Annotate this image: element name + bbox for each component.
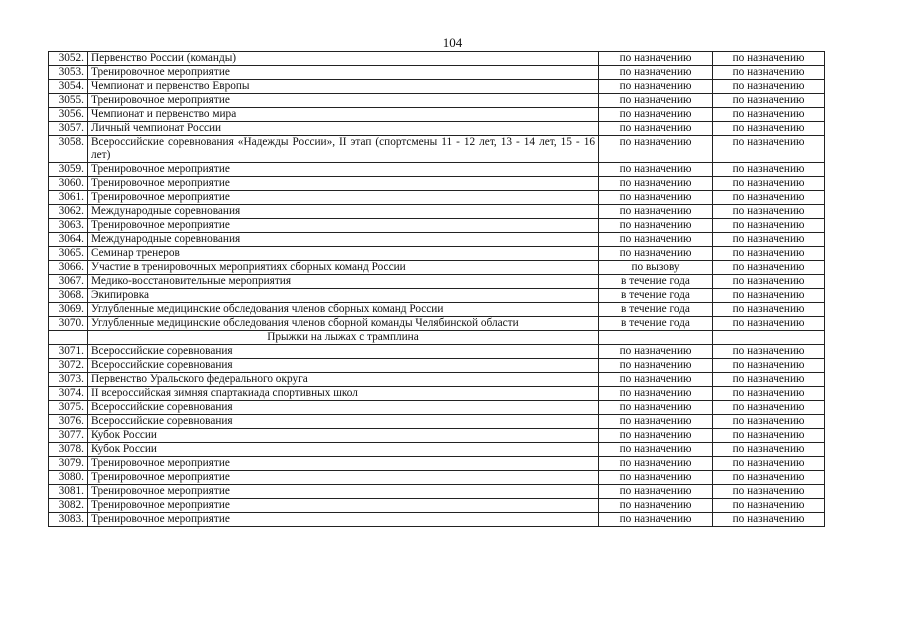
section-title: Прыжки на лыжах с трамплина <box>88 331 599 345</box>
row-number: 3082. <box>49 499 88 513</box>
event-date: по назначению <box>599 177 713 191</box>
event-name: Тренировочное мероприятие <box>88 94 599 108</box>
event-date: по назначению <box>599 247 713 261</box>
event-name: Тренировочное мероприятие <box>88 485 599 499</box>
event-name: Тренировочное мероприятие <box>88 219 599 233</box>
event-date: по назначению <box>599 122 713 136</box>
row-number: 3063. <box>49 219 88 233</box>
event-date: по назначению <box>599 80 713 94</box>
section-header-row <box>49 331 825 345</box>
row-number: 3061. <box>49 191 88 205</box>
page-number: 104 <box>442 35 463 50</box>
section-c1-cell <box>599 331 713 345</box>
event-location: по назначению <box>713 485 825 499</box>
event-location: по назначению <box>713 66 825 80</box>
table-row <box>49 177 825 191</box>
event-date: по назначению <box>599 471 713 485</box>
table-row <box>49 415 825 429</box>
row-number: 3076. <box>49 415 88 429</box>
event-date: в течение года <box>599 303 713 317</box>
table-row <box>49 513 825 527</box>
event-location: по назначению <box>713 205 825 219</box>
event-name: Тренировочное мероприятие <box>88 177 599 191</box>
event-location: по назначению <box>713 108 825 122</box>
table-row <box>49 191 825 205</box>
table-row <box>49 303 825 317</box>
event-location: по назначению <box>713 80 825 94</box>
event-location: по назначению <box>713 317 825 331</box>
table-row <box>49 443 825 457</box>
event-name: Международные соревнования <box>88 233 599 247</box>
event-name: Кубок России <box>88 443 599 457</box>
event-name: Участие в тренировочных мероприятиях сборных команд России <box>88 261 599 275</box>
table-row <box>49 345 825 359</box>
event-date: по назначению <box>599 191 713 205</box>
event-location: по назначению <box>713 275 825 289</box>
event-location: по назначению <box>713 233 825 247</box>
table-row <box>49 485 825 499</box>
row-number: 3067. <box>49 275 88 289</box>
table-row <box>49 108 825 122</box>
event-date: по назначению <box>599 136 713 163</box>
section-header-block <box>49 331 825 345</box>
event-name: Экипировка <box>88 289 599 303</box>
table-row <box>49 94 825 108</box>
event-date: в течение года <box>599 275 713 289</box>
event-date: по назначению <box>599 513 713 527</box>
event-location: по назначению <box>713 261 825 275</box>
table-row <box>49 387 825 401</box>
event-location: по назначению <box>713 177 825 191</box>
event-name: Первенство России (команды) <box>88 52 599 66</box>
event-location: по назначению <box>713 163 825 177</box>
row-number: 3065. <box>49 247 88 261</box>
event-name: Всероссийские соревнования «Надежды России», II этап (спортсмены 11 - 12 лет, 13 - 14 лет, 15 - 16 лет) <box>88 136 599 163</box>
event-location: по назначению <box>713 387 825 401</box>
event-location: по назначению <box>713 429 825 443</box>
row-number: 3070. <box>49 317 88 331</box>
event-date: в течение года <box>599 317 713 331</box>
table-row <box>49 499 825 513</box>
event-date: по назначению <box>599 66 713 80</box>
row-number: 3060. <box>49 177 88 191</box>
table-row <box>49 136 825 163</box>
event-name: Всероссийские соревнования <box>88 415 599 429</box>
event-name: Тренировочное мероприятие <box>88 457 599 471</box>
event-name: Тренировочное мероприятие <box>88 513 599 527</box>
event-name: Международные соревнования <box>88 205 599 219</box>
event-name: Всероссийские соревнования <box>88 359 599 373</box>
row-number: 3062. <box>49 205 88 219</box>
event-name: Первенство Уральского федерального округа <box>88 373 599 387</box>
event-date: по назначению <box>599 401 713 415</box>
event-date: по назначению <box>599 108 713 122</box>
event-name: II всероссийская зимняя спартакиада спортивных школ <box>88 387 599 401</box>
event-location: по назначению <box>713 191 825 205</box>
table-row <box>49 401 825 415</box>
event-name: Тренировочное мероприятие <box>88 499 599 513</box>
event-location: по назначению <box>713 52 825 66</box>
event-date: по вызову <box>599 261 713 275</box>
event-name: Медико-восстановительные мероприятия <box>88 275 599 289</box>
table-row <box>49 275 825 289</box>
event-location: по назначению <box>713 513 825 527</box>
event-date: по назначению <box>599 345 713 359</box>
event-date: по назначению <box>599 52 713 66</box>
table-row <box>49 122 825 136</box>
event-location: по назначению <box>713 359 825 373</box>
event-date: по назначению <box>599 205 713 219</box>
event-date: по назначению <box>599 233 713 247</box>
row-number: 3071. <box>49 345 88 359</box>
table-row <box>49 359 825 373</box>
event-location: по назначению <box>713 94 825 108</box>
table-row <box>49 429 825 443</box>
event-location: по назначению <box>713 247 825 261</box>
row-number: 3079. <box>49 457 88 471</box>
event-date: по назначению <box>599 219 713 233</box>
row-number: 3054. <box>49 80 88 94</box>
event-name: Личный чемпионат России <box>88 122 599 136</box>
event-name: Углубленные медицинские обследования членов сборной команды Челябинской области <box>88 317 599 331</box>
section-num-cell <box>49 331 88 345</box>
row-number: 3074. <box>49 387 88 401</box>
table-row <box>49 52 825 66</box>
event-location: по назначению <box>713 457 825 471</box>
row-number: 3073. <box>49 373 88 387</box>
event-name: Чемпионат и первенство мира <box>88 108 599 122</box>
event-name: Тренировочное мероприятие <box>88 191 599 205</box>
table-row <box>49 247 825 261</box>
event-date: по назначению <box>599 415 713 429</box>
table-row <box>49 261 825 275</box>
row-number: 3078. <box>49 443 88 457</box>
event-date: по назначению <box>599 443 713 457</box>
row-number: 3059. <box>49 163 88 177</box>
event-date: по назначению <box>599 499 713 513</box>
table-row <box>49 219 825 233</box>
table-row <box>49 233 825 247</box>
event-date: по назначению <box>599 429 713 443</box>
row-number: 3064. <box>49 233 88 247</box>
event-location: по назначению <box>713 499 825 513</box>
row-number: 3066. <box>49 261 88 275</box>
row-number: 3068. <box>49 289 88 303</box>
event-location: по назначению <box>713 401 825 415</box>
row-number: 3053. <box>49 66 88 80</box>
event-location: по назначению <box>713 122 825 136</box>
event-location: по назначению <box>713 471 825 485</box>
row-number: 3056. <box>49 108 88 122</box>
event-date: по назначению <box>599 373 713 387</box>
row-number: 3072. <box>49 359 88 373</box>
table-row <box>49 457 825 471</box>
table-row <box>49 317 825 331</box>
event-name: Всероссийские соревнования <box>88 345 599 359</box>
table-row <box>49 80 825 94</box>
event-name: Углубленные медицинские обследования членов сборных команд России <box>88 303 599 317</box>
row-number: 3081. <box>49 485 88 499</box>
event-name: Чемпионат и первенство Европы <box>88 80 599 94</box>
row-number: 3057. <box>49 122 88 136</box>
row-number: 3058. <box>49 136 88 163</box>
row-number: 3080. <box>49 471 88 485</box>
event-date: по назначению <box>599 387 713 401</box>
table-row <box>49 289 825 303</box>
events-table-body-b <box>49 345 825 527</box>
row-number: 3069. <box>49 303 88 317</box>
table-row <box>49 471 825 485</box>
table-row <box>49 163 825 177</box>
event-name: Тренировочное мероприятие <box>88 163 599 177</box>
event-location: по назначению <box>713 136 825 163</box>
table-row <box>49 205 825 219</box>
event-location: по назначению <box>713 345 825 359</box>
event-name: Тренировочное мероприятие <box>88 66 599 80</box>
event-name: Тренировочное мероприятие <box>88 471 599 485</box>
section-c2-cell <box>713 331 825 345</box>
event-name: Кубок России <box>88 429 599 443</box>
events-table <box>48 51 825 527</box>
row-number: 3055. <box>49 94 88 108</box>
event-date: в течение года <box>599 289 713 303</box>
table-row <box>49 373 825 387</box>
event-date: по назначению <box>599 485 713 499</box>
event-name: Семинар тренеров <box>88 247 599 261</box>
event-location: по назначению <box>713 303 825 317</box>
row-number: 3083. <box>49 513 88 527</box>
event-location: по назначению <box>713 289 825 303</box>
event-location: по назначению <box>713 415 825 429</box>
row-number: 3077. <box>49 429 88 443</box>
event-location: по назначению <box>713 219 825 233</box>
event-date: по назначению <box>599 457 713 471</box>
event-date: по назначению <box>599 94 713 108</box>
event-location: по назначению <box>713 373 825 387</box>
table-row <box>49 66 825 80</box>
row-number: 3075. <box>49 401 88 415</box>
event-name: Всероссийские соревнования <box>88 401 599 415</box>
events-table-body-a <box>49 52 825 331</box>
event-date: по назначению <box>599 163 713 177</box>
row-number: 3052. <box>49 52 88 66</box>
event-location: по назначению <box>713 443 825 457</box>
event-date: по назначению <box>599 359 713 373</box>
